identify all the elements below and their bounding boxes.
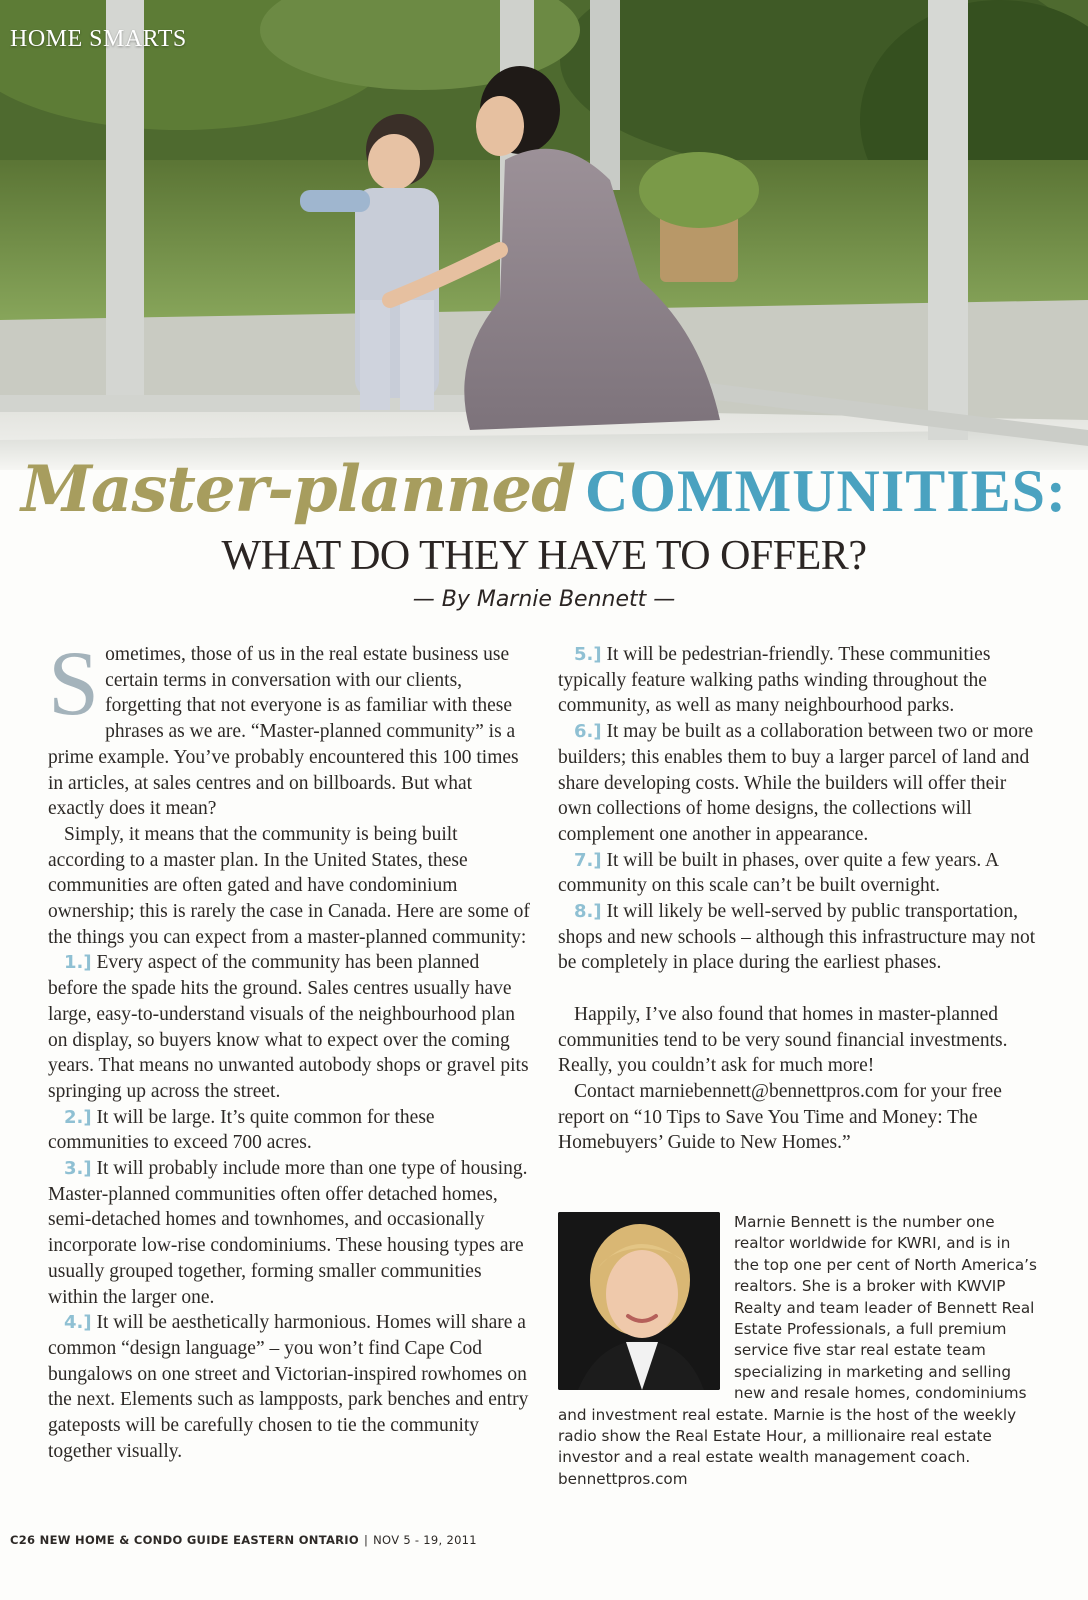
list-item-text: It will be aesthetically harmonious. Homes will share a common “design language” – you won’t find Cape Cod bungalows on one street and Victorian-inspired rowhomes on the next. Elements such as lampposts, park benches and entry gateposts will be carefully chosen to tie the community together visually. [48,1312,529,1462]
list-item [48,950,532,1104]
list-number: 5.] [574,644,602,665]
paragraph-gap [558,976,1040,1002]
footer-date: NOV 5 - 19, 2011 [373,1533,477,1547]
list-item [558,719,1040,848]
list-number: 2.] [64,1106,92,1128]
hero-photo [0,0,1088,470]
intro-paragraph [48,632,532,822]
title-caps: COMMUNITIES: [584,458,1067,524]
list-item [48,1105,532,1156]
list-item-text: Every aspect of the community has been planned before the spade hits the ground. Sales centres usually have large, easy-to-understand visuals of the neighbourhood plan on display, so buyers know what to expect over the coming years. That means no unwanted autobody shops or gravel pits springing up across the street. [48,952,529,1102]
list-item-text: It may be built as a collaboration between two or more builders; this enables them to buy a larger parcel of land and share developing costs. While the builders will offer their own collections of home designs, the collections will complement one another in appearance. [558,721,1034,845]
article-subtitle: WHAT DO THEY HAVE TO OFFER? [221,533,867,579]
list-item-text: It will likely be well-served by public transportation, shops and new schools – although this infrastructure may not be completely in place during the earliest phases. [558,901,1036,974]
body-column-left [48,632,532,1465]
list-item [48,1156,532,1310]
author-bio-box [558,1212,1038,1490]
list-item-text: It will probably include more than one type of housing. Master-planned communities often offer detached homes, semi-detached homes and townhomes, and occasionally incorporate low-rise condominiums. These housing types are usually grouped together, forming smaller communities within the larger one. [48,1158,528,1308]
list-number: 3.] [64,1158,92,1180]
article-title [0,452,1088,532]
photo-mother-and-toddler-at-window-icon [0,0,1088,470]
byline: — By Marnie Bennett — [412,587,676,612]
paragraph: Simply, it means that the community is being built according to a master plan. In the United States, these communities are often gated and have condominium ownership; this is rarely the case in Canada. Here are some of the things you can expect from a master-planned community: [48,823,530,948]
list-item-text: It will be large. It’s quite common for these communities to exceed 700 acres. [48,1106,435,1154]
list-item-text: It will be built in phases, over quite a few years. A community on this scale can’t be built overnight. [558,849,999,897]
closing-paragraph: Happily, I’ve also found that homes in master-planned communities tend to be very sound financial investments. Really, you couldn’t ask for much more! [558,1003,1008,1077]
author-portrait-icon [558,1212,720,1390]
list-number: 7.] [574,849,602,871]
page-footer [10,1533,477,1547]
contact-paragraph: Contact marniebennett@bennettpros.com for your free report on “10 Tips to Save You Time and Money: The Homebuyers’ Guide to New Homes.” [558,1080,1002,1154]
list-number: 4.] [64,1312,92,1334]
list-item [48,1310,532,1464]
list-item-text: It will be pedestrian-friendly. These communities typically feature walking paths winding throughout the community, as well as many neighbourhood parks. [558,644,991,717]
section-label: HOME SMARTS [10,26,187,52]
list-number: 1.] [64,952,92,974]
title-italic: Master-planned [21,452,575,527]
body-column-right [558,642,1040,1156]
drop-cap: S [48,632,100,734]
footer-page-info: C26 NEW HOME & CONDO GUIDE EASTERN ONTARIO [10,1533,359,1547]
footer-separator: | [363,1533,369,1547]
author-portrait [558,1212,720,1390]
list-number: 6.] [574,721,602,743]
list-item [558,848,1040,899]
intro-text: ometimes, those of us in the real estate business use certain terms in conversation with our clients, forgetting that not everyone is as familiar with these phrases as we are. “Master-planned community” is a prime example. You’ve probably encountered this 100 times in articles, at sales centres and on billboards. But what exactly does it mean? [48,644,519,820]
author-bio-text: Marnie Bennett is the number one realtor worldwide for KWRI, and is in the top one per cent of North America’s realtors. She is a broker with KWVIP Realty and team leader of Bennett Real Estate Professionals, a full premium service five star real estate team specializing in marketing and selling new and resale homes, condominiums and investment real estate. Marnie is the host of the weekly radio show the Real Estate Hour, a millionaire real estate investor and a real estate wealth management coach. bennettpros.com [558,1213,1037,1488]
list-item [558,899,1040,976]
list-item [558,642,1040,719]
list-number: 8.] [574,901,602,923]
